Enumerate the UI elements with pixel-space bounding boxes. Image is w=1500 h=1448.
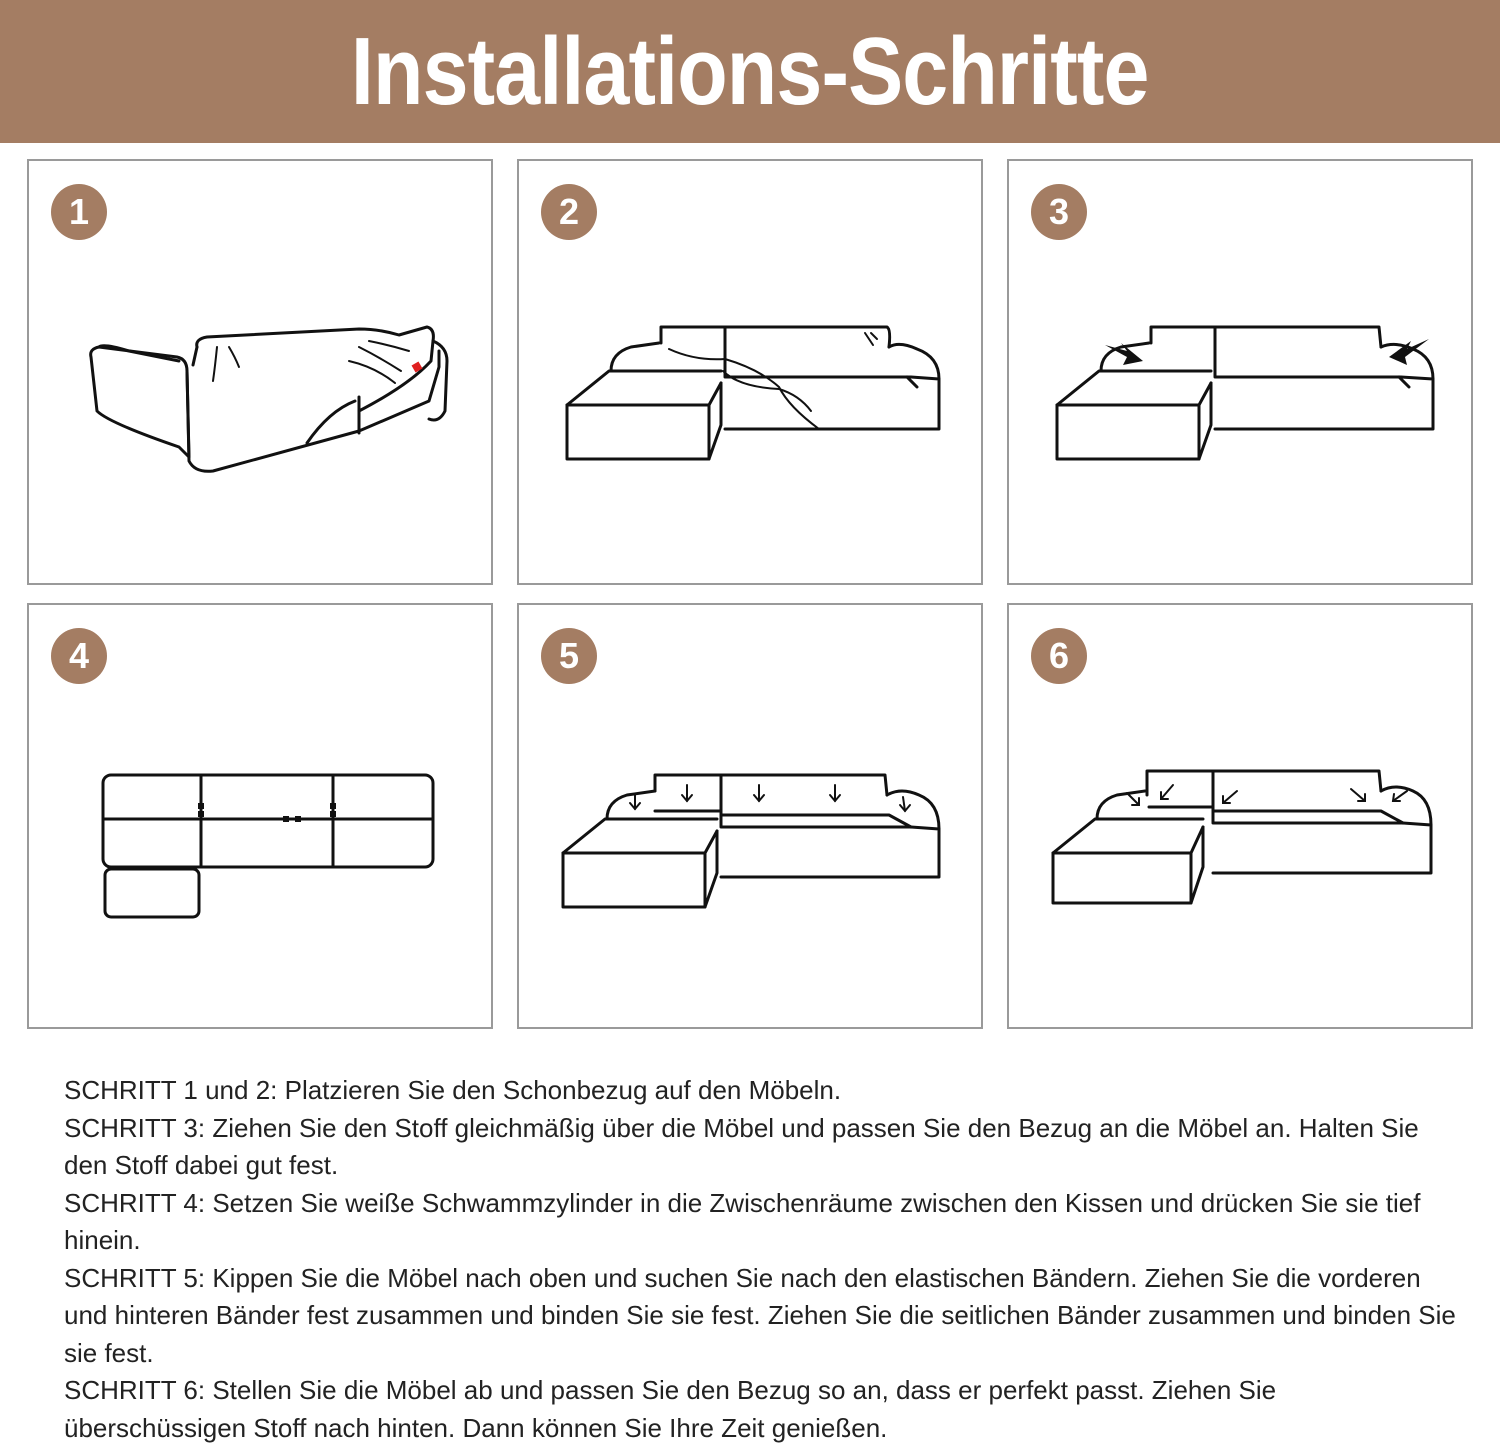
- step-panel-5: [517, 603, 983, 1029]
- step-panel-6: [1007, 603, 1473, 1029]
- sofa-top-view-illustration: [29, 605, 495, 1031]
- sofa-cover-placing-illustration: [519, 161, 985, 587]
- step-panel-1: [27, 159, 493, 585]
- instruction-step-3: SCHRITT 3: Ziehen Sie den Stoff gleichmäßig über die Möbel und passen Sie den Bezug an die Möbel an. Halten Sie den Stoff dabei gut fest.: [64, 1112, 1419, 1180]
- step-badge-1: 1: [51, 184, 107, 240]
- step-badge-3: 3: [1031, 184, 1087, 240]
- instruction-step-6: SCHRITT 6: Stellen Sie die Möbel ab und passen Sie den Bezug so an, dass er perfekt passt. Ziehen Sie überschüssigen Stoff nach hinten. Dann können Sie Ihre Zeit genießen.: [64, 1375, 1277, 1443]
- header-banner: [0, 0, 1500, 143]
- sofa-cover-adjusting-illustration: [1009, 161, 1475, 587]
- instruction-step-1-2: SCHRITT 1 und 2: Platzieren Sie den Schonbezug auf den Möbeln.: [64, 1075, 842, 1105]
- step-panel-4: [27, 603, 493, 1029]
- instruction-step-4: SCHRITT 4: Setzen Sie weiße Schwammzylinder in die Zwischenräume zwischen den Kissen und drücken Sie sie tief hinein.: [64, 1187, 1421, 1255]
- instructions-text: [64, 1072, 1464, 1447]
- step-badge-4: 4: [51, 628, 107, 684]
- sofa-cover-draped-illustration: [29, 161, 495, 587]
- instruction-step-5: SCHRITT 5: Kippen Sie die Möbel nach oben und suchen Sie nach den elastischen Bändern. Ziehen Sie die vorderen und hinteren Bänder fest zusammen und binden Sie sie fest. Ziehen Sie die seitlichen Bänder zusammen und binden Sie sie fest.: [64, 1262, 1456, 1368]
- step-panel-3: [1007, 159, 1473, 585]
- step-badge-5: 5: [541, 628, 597, 684]
- sofa-tucking-illustration: [519, 605, 985, 1031]
- step-badge-2: 2: [541, 184, 597, 240]
- sofa-final-adjust-illustration: [1009, 605, 1475, 1031]
- step-badge-6: 6: [1031, 628, 1087, 684]
- step-panel-2: [517, 159, 983, 585]
- page-title: Installations-Schritte: [351, 17, 1149, 125]
